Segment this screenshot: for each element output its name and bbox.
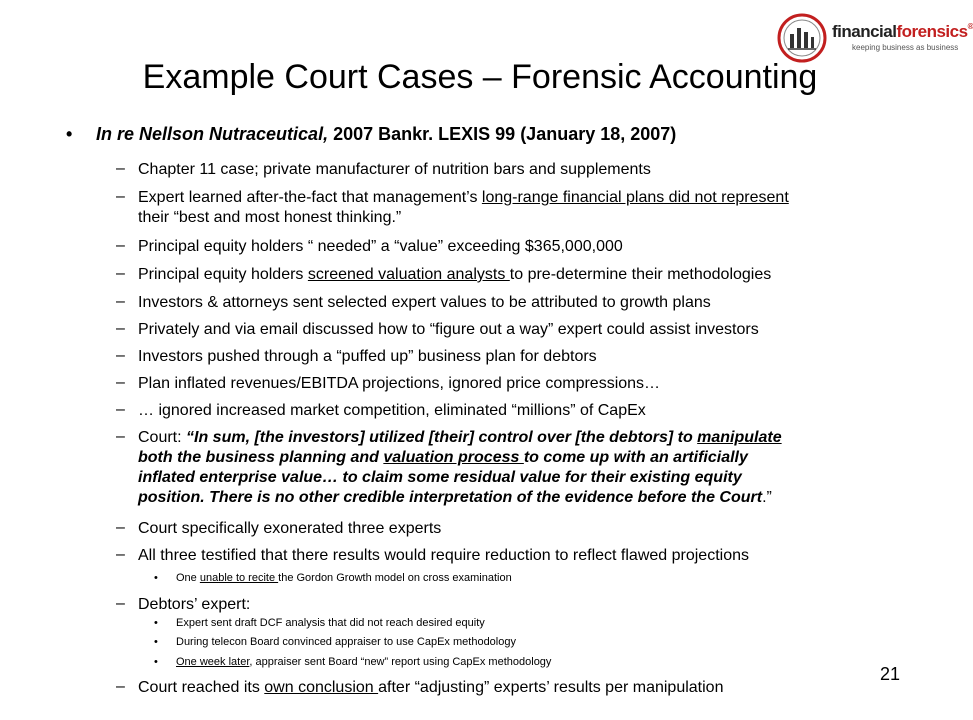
- list-item: Principal equity holders “ needed” a “value” exceeding $365,000,000: [138, 238, 623, 255]
- court-quote: Court: “In sum, [the investors] utilized [their] control over [the debtors] to manipulate both the business planning and valuation process to come up with an artificially inflated enterprise value… to claim some residual value for their existing equity position. There is no other credible interpretation of the evidence before the Court.”: [138, 429, 782, 506]
- list-item: Debtors’ expert:: [138, 596, 251, 613]
- logo-wordmark: financialforensics®: [832, 22, 973, 41]
- sub-list-item: One week later, appraiser sent Board “new” report using CapEx methodology: [176, 656, 552, 668]
- list-item: Court specifically exonerated three experts: [138, 520, 442, 537]
- dash-bullet: –: [116, 519, 125, 536]
- underlined-phrase: own conclusion: [264, 679, 379, 696]
- list-item: Investors pushed through a “puffed up” business plan for debtors: [138, 348, 597, 365]
- dash-bullet: –: [116, 546, 125, 563]
- dash-bullet: –: [116, 428, 125, 445]
- list-item: Expert learned after-the-fact that management’s long-range financial plans did not represent their “best and most honest thinking.”: [138, 189, 789, 226]
- underlined-phrase: screened valuation analysts: [307, 266, 510, 283]
- list-item: All three testified that there results would require reduction to reflect flawed projections: [138, 547, 749, 564]
- sub-list-item: One unable to recite the Gordon Growth model on cross examination: [176, 572, 512, 584]
- list-item: Principal equity holders screened valuation analysts to pre-determine their methodologies: [138, 266, 772, 283]
- list-item: Plan inflated revenues/EBITDA projections, ignored price compressions…: [138, 375, 661, 392]
- dash-bullet: –: [116, 293, 125, 310]
- dash-bullet: –: [116, 265, 125, 282]
- dash-bullet: –: [116, 347, 125, 364]
- list-item: Chapter 11 case; private manufacturer of nutrition bars and supplements: [138, 161, 651, 178]
- dash-bullet: –: [116, 595, 125, 612]
- dash-bullet: –: [116, 678, 125, 695]
- slide-title: Example Court Cases – Forensic Accounting: [142, 58, 818, 96]
- dash-bullet: –: [116, 237, 125, 254]
- dash-bullet: –: [116, 160, 125, 177]
- sub-bullet-icon: •: [154, 656, 158, 668]
- sub-list-item: Expert sent draft DCF analysis that did not reach desired equity: [176, 617, 485, 629]
- list-item: … ignored increased market competition, eliminated “millions” of CapEx: [138, 402, 646, 419]
- dash-bullet: –: [116, 374, 125, 391]
- logo-emblem-icon: [776, 12, 828, 64]
- dash-bullet: –: [116, 401, 125, 418]
- sub-bullet-icon: •: [154, 617, 158, 629]
- underlined-phrase: long-range financial plans did not represent: [481, 189, 789, 206]
- list-item: Court reached its own conclusion after “adjusting” experts’ results per manipulation: [138, 679, 724, 696]
- page-number: 21: [880, 664, 901, 684]
- dash-bullet: –: [116, 320, 125, 337]
- logo-tagline: keeping business as business: [852, 43, 959, 52]
- sub-list-item: During telecon Board convinced appraiser to use CapEx methodology: [176, 636, 516, 648]
- case-name: In re Nellson Nutraceutical,: [96, 124, 329, 144]
- dash-bullet: –: [116, 188, 125, 205]
- bullet-icon: •: [66, 124, 73, 144]
- sub-bullet-icon: •: [154, 572, 158, 584]
- list-item: Privately and via email discussed how to “figure out a way” expert could assist investors: [138, 321, 759, 338]
- list-item: Investors & attorneys sent selected expert values to be attributed to growth plans: [138, 294, 711, 311]
- case-citation: 2007 Bankr. LEXIS 99 (January 18, 2007): [328, 124, 677, 144]
- sub-bullet-icon: •: [154, 636, 158, 648]
